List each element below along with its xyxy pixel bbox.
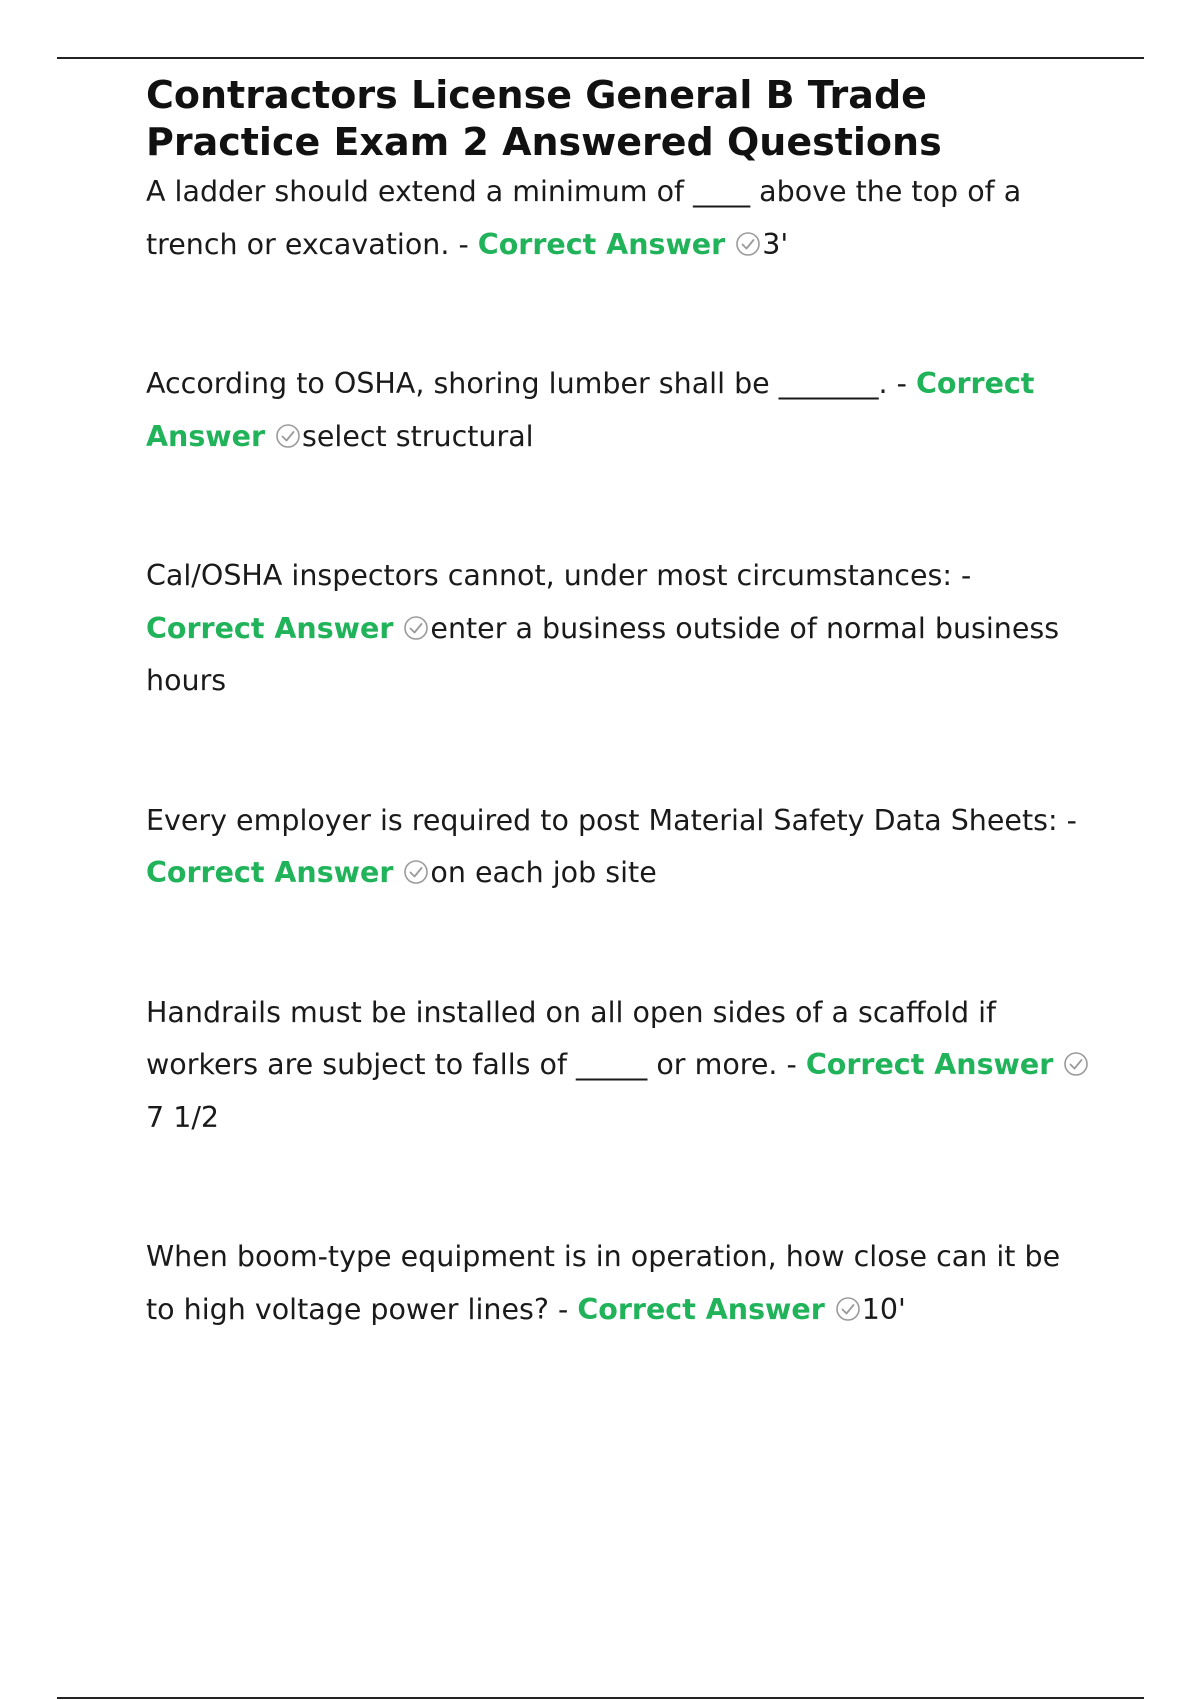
question-text: According to OSHA, shoring lumber shall be _______. - [146,367,916,400]
answer-text: 10' [861,1292,906,1326]
question-text: A ladder should extend a minimum of ____ above the top of a trench or excavation. - [146,175,1022,261]
answer-text: on each job site [430,856,657,889]
check-circle-icon [403,615,429,641]
question-item [146,1231,1096,1336]
question-text: When boom-type equipment is in operation, how close can it be to high voltage power lines? - [146,1240,1061,1326]
answer-text: select structural [302,419,534,453]
correct-answer-label: Correct Answer [805,1048,1054,1081]
document-body [146,72,1096,1336]
check-circle-icon [403,859,429,885]
document-title [146,72,1096,166]
answer-text: 7 1/2 [146,1100,220,1134]
document-title-line-1: Contractors License General B Trade [146,73,927,117]
question-item [146,550,1096,708]
question-item [146,987,1096,1145]
question-text: Every employer is required to post Material Safety Data Sheets: - [146,803,1077,837]
correct-answer-label: Correct Answer [477,227,726,261]
document-title-line-2: Practice Exam 2 Answered Questions [146,120,942,164]
top-rule [57,57,1144,59]
correct-answer-label: Correct Answer [146,611,394,645]
check-circle-icon [275,423,301,449]
question-list [146,166,1096,1336]
check-circle-icon [735,231,761,257]
check-circle-icon [835,1296,861,1322]
question-item [146,358,1096,463]
correct-answer-label: Correct Answer [577,1292,825,1326]
check-circle-icon [1063,1051,1089,1077]
answer-text: enter a business outside of normal business hours [146,611,1060,697]
question-text: Handrails must be installed on all open sides of a scaffold if workers are subject to falls of _____ or more. - [146,995,997,1081]
correct-answer-label: Correct Answer [146,856,394,889]
question-item [146,795,1096,900]
bottom-rule [57,1697,1144,1699]
answer-text: 3' [762,227,789,261]
correct-answer-label: Correct Answer [146,367,1035,453]
question-text: Cal/OSHA inspectors cannot, under most circumstances: - [146,559,972,592]
question-item [146,166,1096,271]
